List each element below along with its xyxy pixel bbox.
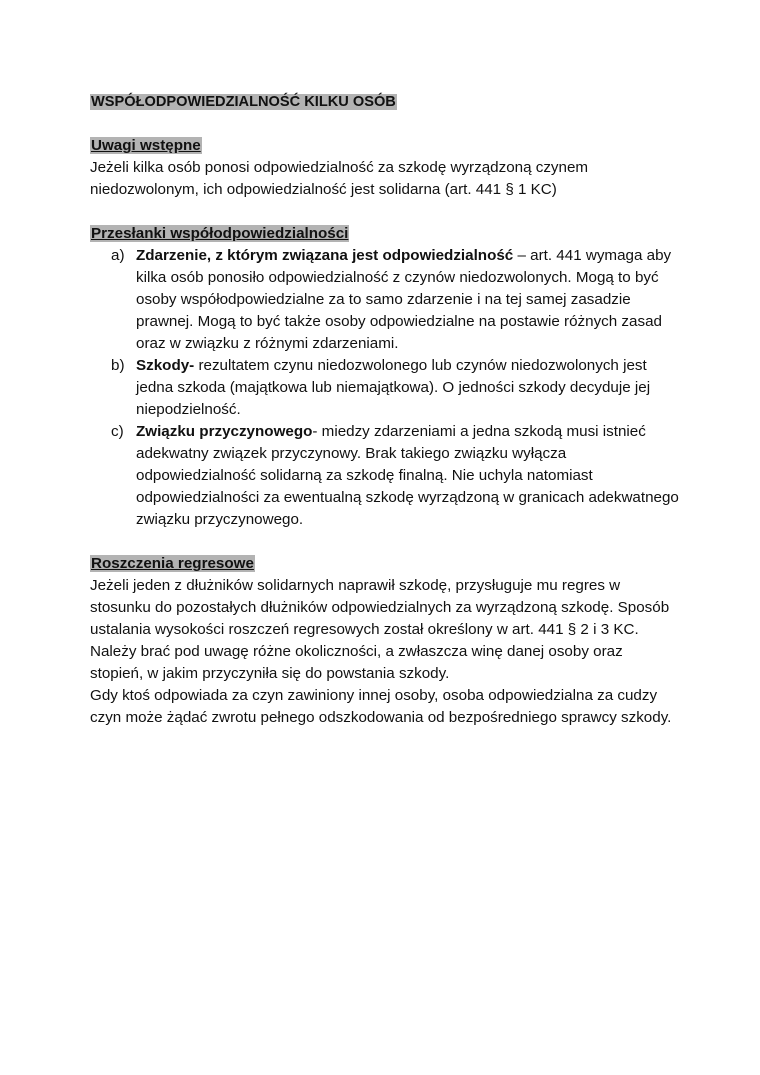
list-marker: b) bbox=[111, 357, 125, 374]
list-marker: c) bbox=[111, 423, 124, 440]
list-item bbox=[90, 355, 680, 421]
section-intro bbox=[90, 135, 680, 201]
section-premises bbox=[90, 223, 680, 531]
list-item-text: - miedzy zdarzeniami a jedna szkodą musi istnieć adekwatny związek przyczynowy. Brak takiego związku wyłącza odpowiedzialność solidarną za szkodę finalną. Nie uchyla natomiast odpowiedzialności za ewentualną szkodę wyrządzoną w granicach adekwatnego związku przyczynowego. bbox=[136, 423, 679, 528]
regress-paragraph-2: Gdy ktoś odpowiada za czyn zawiniony innej osoby, osoba odpowiedzialna za cudzy czyn może żądać zwrotu pełnego odszkodowania od bezpośredniego sprawcy szkody. bbox=[90, 687, 672, 726]
list-item-term: Związku przyczynowego bbox=[136, 423, 313, 440]
list-marker: a) bbox=[111, 247, 125, 264]
list-item-term: Zdarzenie, z którym związana jest odpowiedzialność bbox=[136, 247, 514, 264]
premises-list bbox=[90, 245, 680, 531]
section-heading-regress bbox=[90, 553, 680, 575]
document-title bbox=[90, 91, 680, 113]
section-heading-regress-text: Roszczenia regresowe bbox=[91, 555, 254, 572]
list-item-text: rezultatem czynu niedozwolonego lub czynów niedozwolonych jest jedna szkoda (majątkowa lub niemajątkowa). O jedności szkody decyduje jej niepodzielność. bbox=[136, 357, 651, 418]
section-heading-premises-text: Przesłanki współodpowiedzialności bbox=[91, 225, 349, 242]
list-item bbox=[90, 421, 680, 531]
section-heading-intro bbox=[90, 135, 680, 157]
document-title-text: WSPÓŁODPOWIEDZIALNOŚĆ KILKU OSÓB bbox=[91, 94, 396, 110]
list-item-text: – art. 441 wymaga aby kilka osób ponosiło odpowiedzialność z czynów niedozwolonych. Mogą to być osoby współodpowiedzialne za to samo zdarzenie i na tej samej zasadzie prawnej. Mogą to być także osoby odpowiedzialne na postawie różnych zasad oraz w związku z różnymi zdarzeniami. bbox=[136, 247, 672, 352]
section-heading-intro-text: Uwagi wstępne bbox=[91, 137, 201, 154]
regress-paragraph-1: Jeżeli jeden z dłużników solidarnych naprawił szkodę, przysługuje mu regres w stosunku do pozostałych dłużników odpowiedzialnych za wyrządzoną szkodę. Sposób ustalania wysokości roszczeń regresowych został określony w art. 441 § 2 i 3 KC. Należy brać pod uwagę różne okoliczności, a zwłaszcza winę danej osoby oraz stopień, w jakim przyczyniła się do powstania szkody. bbox=[90, 577, 670, 682]
list-item-term: Szkody- bbox=[136, 357, 195, 374]
intro-paragraph: Jeżeli kilka osób ponosi odpowiedzialność za szkodę wyrządzoną czynem niedozwolonym, ich odpowiedzialność jest solidarna (art. 441 § 1 KC) bbox=[90, 159, 589, 198]
section-regress bbox=[90, 553, 680, 729]
document-page bbox=[90, 91, 680, 751]
section-heading-premises bbox=[90, 223, 680, 245]
list-item bbox=[90, 245, 680, 355]
